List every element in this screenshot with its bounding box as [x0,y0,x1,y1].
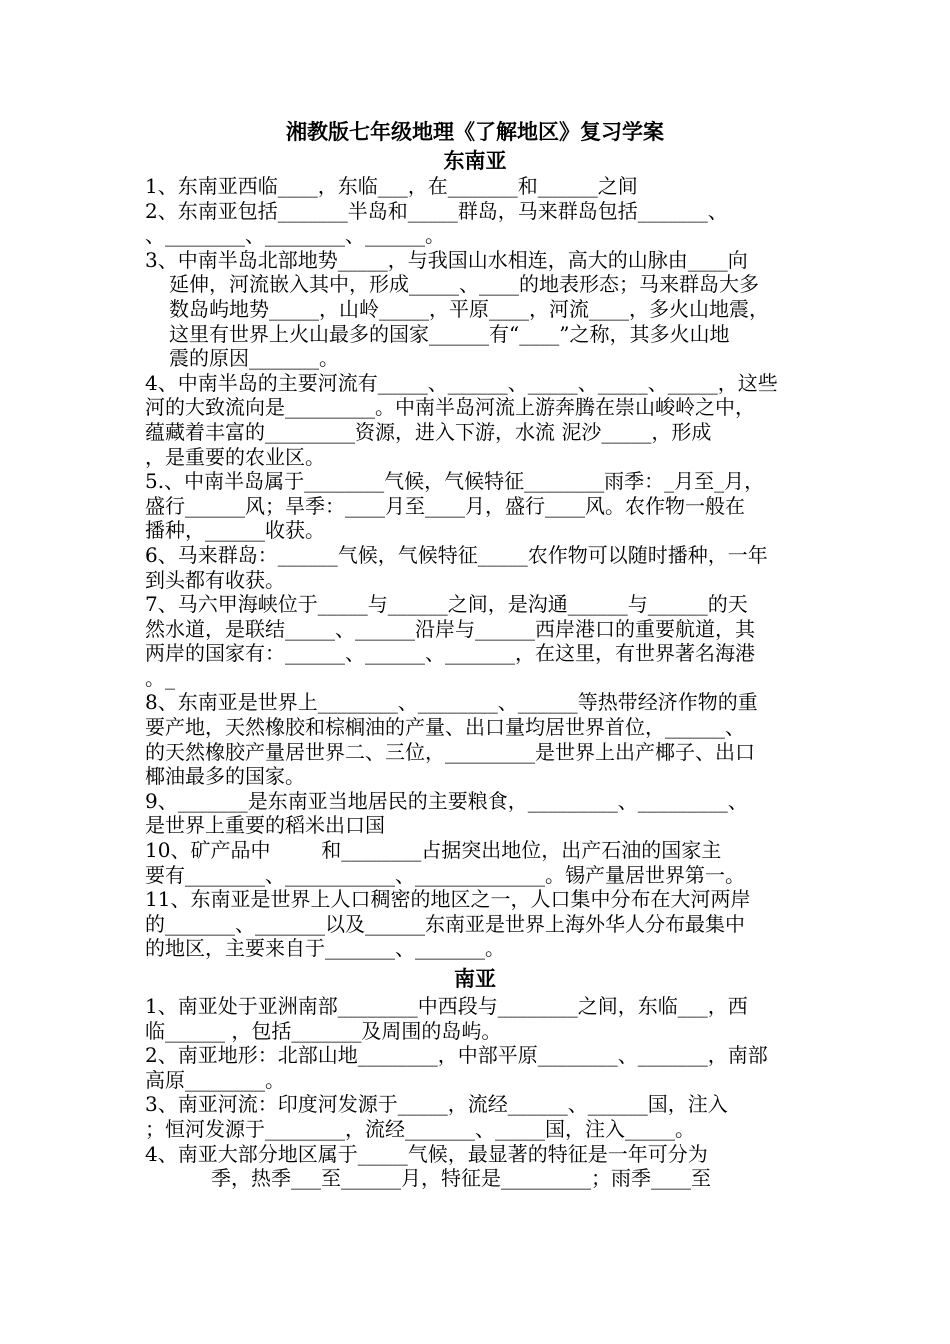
text-line: 要有________、___________、_____________。锡产量居世界第一。 [145,862,745,887]
text-line: 。_ [145,665,175,690]
text-line: 这里有世界上火山最多的国家______有“____”之称，其多火山地 [169,321,730,346]
text-line: 是世界上重要的稻米出口国 [145,813,385,838]
text-line: 盛行______风；旱季：____月至____月，盛行____风。农作物一般在 [145,493,745,518]
text-line: 9、_______是东南亚当地居民的主要粮食，_________、_________、 [145,788,748,813]
document-title: 湘教版七年级地理《了解地区》复习学案 [286,119,664,144]
text-line: 2、南亚地形：北部山地________，中部平原________、_______，南部 [145,1043,768,1068]
text-line: 高原________。 [145,1067,285,1092]
text-line: 4、南亚大部分地区属于_____气候，最显著的特征是一年可分为 [145,1141,708,1166]
text-line: ；恒河发源于________，流经_______、_____国，注入_____。 [145,1116,695,1141]
text-line: 两岸的国家有：______、______、_______，在这里，有世界著名海港 [145,641,755,666]
section-heading-south-asia: 南亚 [454,966,496,991]
text-line: 的天然橡胶产量居世界二、三位，_________是世界上出产椰子、出口 [145,739,755,764]
text-line: 数岛屿地势_____，山岭_____，平原____，河流____，多火山地震， [169,296,769,321]
text-line: 河的大致流向是_________。中南半岛河流上游奔腾在崇山峻岭之中， [145,395,755,420]
text-line: 延伸，河流嵌入其中，形成_____、____的地表形态；马来群岛大多 [169,272,759,297]
text-line: 蕴藏着丰富的_________资源，进入下游，水流 泥沙_____，形成 [145,419,712,444]
text-line: 3、中南半岛北部地势_____，与我国山水相连，高大的山脉由____向 [145,247,748,272]
text-line: 然水道，是联结_____、______沿岸与______西岸港口的重要航道，其 [145,616,755,641]
text-line: 临______ ，包括_______及周围的岛屿。 [145,1018,502,1043]
text-line: 7、马六甲海峡位于_____与______之间，是沟通______与______的天 [145,592,748,617]
text-line: 、________、________、______。 [145,223,445,248]
text-line: 到头都有收获。 [145,567,285,592]
text-line: 3、南亚河流：印度河发源于_____，流经______、______国，注入 [145,1092,728,1117]
text-line: 季，热季___至______月，特征是_________；雨季____至 [211,1166,711,1191]
section-heading-southeast-asia: 东南亚 [443,148,507,173]
text-line: 11、东南亚是世界上人口稠密的地区之一，人口集中分布在大河两岸 [145,887,751,912]
text-line: 播种，______收获。 [145,518,325,543]
text-line: 2、东南亚包括_______半岛和_____群岛，马来群岛包括_______、 [145,198,728,223]
text-line: 的地区，主要来自于_______、_______。 [145,936,505,961]
text-line: 5.、中南半岛属于________气候，气候特征________雨季：_月至_月， [145,469,765,494]
text-line: 1、南亚处于亚洲南部________中西段与________之间，东临___，西 [145,994,748,1018]
text-line: 震的原因_______。 [169,346,339,371]
text-line: 椰油最多的国家。 [145,764,305,789]
text-line: 的_______、_______以及______东南亚是世界上海外华人分布最集中 [145,911,745,936]
text-line: 4、中南半岛的主要河流有_____、______、_____、_____、_____，这些 [145,370,778,395]
section-body-southeast-asia [145,174,813,961]
section-body-south-asia [145,994,813,1191]
text-line: 1、东南亚西临____，东临___，在_______和______之间 [145,174,638,198]
text-line: 要产地，天然橡胶和棕榈油的产量、出口量均居世界首位，______、 [145,715,745,740]
text-line: 8、东南亚是世界上________、________、______等热带经济作物的重 [145,690,758,715]
text-line: 6、马来群岛：______气候，气候特征_____农作物可以随时播种，一年 [145,542,768,567]
text-line: ，是重要的农业区。 [145,444,325,469]
text-line: 10、矿产品中 和________占据突出地位，出产石油的国家主 [145,838,722,863]
